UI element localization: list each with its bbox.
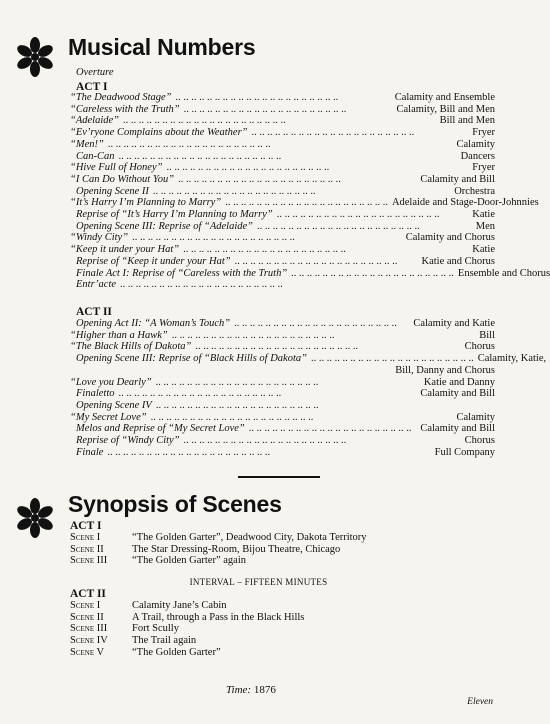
song-title: “The Deadwood Stage” <box>70 92 172 103</box>
leader-dots: .. .. .. .. .. .. .. .. .. .. .. .. .. .. .. .. .. .. .. .. .. <box>132 232 295 244</box>
scene-row <box>70 544 340 556</box>
performer: Calamity and Ensemble <box>394 92 495 103</box>
song-title: Opening Scene III: Reprise of “Black Hills of Dakota” <box>76 353 307 365</box>
page-number: Eleven <box>467 697 493 707</box>
song-title: “Keep it under your Hat” <box>70 244 180 256</box>
scene-description: “The Golden Garter” <box>132 646 221 658</box>
scene-number: Scene III <box>70 623 108 635</box>
number-row <box>70 400 495 412</box>
performer: Katie <box>472 209 495 220</box>
number-row <box>70 92 495 104</box>
leader-dots: .. .. .. .. .. .. .. .. .. .. .. .. .. .. .. .. .. .. .. .. .. <box>107 446 271 458</box>
leader-dots: .. .. .. .. .. .. .. .. .. .. .. .. .. .. .. .. .. .. .. .. .. <box>107 138 271 150</box>
song-title: “Adelaide” <box>70 115 119 127</box>
number-row <box>70 186 495 198</box>
performer: Fryer <box>472 127 495 139</box>
number-row <box>70 115 495 127</box>
scene-number: Scene II <box>70 543 104 555</box>
number-row <box>70 318 495 330</box>
leader-dots: .. .. .. .. .. .. .. .. .. .. .. .. .. .. .. .. .. .. .. .. .. <box>225 197 388 209</box>
number-row <box>70 104 495 116</box>
number-row <box>70 353 547 365</box>
number-row <box>70 435 495 447</box>
performer: Katie and Danny <box>423 376 495 388</box>
song-title: “Careless with the Truth” <box>70 103 180 115</box>
leader-dots: .. .. .. .. .. .. .. .. .. .. .. .. .. .. .. .. .. .. .. .. .. <box>183 435 347 446</box>
performer: Bill and Men <box>439 115 495 127</box>
number-row <box>70 221 495 233</box>
performer: Calamity and Katie <box>413 318 495 329</box>
song-title: Opening Scene IV <box>76 399 152 411</box>
leader-dots: .. .. .. .. .. .. .. .. .. .. .. .. .. .. .. .. .. .. .. .. .. <box>118 150 282 162</box>
performer: Dancers <box>460 150 495 162</box>
synopsis-act2-label: ACT II <box>70 588 106 600</box>
song-title: “The Black Hills of Dakota” <box>70 341 192 353</box>
time-line <box>226 684 276 696</box>
leader-dots: .. .. .. .. .. .. .. .. .. .. .. .. .. .. .. .. .. .. .. .. .. <box>257 220 420 232</box>
scene-row <box>70 635 196 647</box>
song-title: Entr’acte <box>76 279 117 291</box>
scene-description: A Trail, through a Pass in the Black Hills <box>132 611 305 623</box>
performer: Bill <box>479 329 495 341</box>
number-row <box>70 423 495 435</box>
scene-row <box>70 647 221 659</box>
leader-dots: .. .. .. .. .. .. .. .. .. .. .. .. .. .. .. .. .. .. .. .. .. <box>150 411 314 423</box>
number-row <box>70 139 495 151</box>
number-row <box>70 197 539 209</box>
time-label: Time: <box>226 684 252 696</box>
song-title: “Men!” <box>70 138 104 150</box>
act1-label: ACT I <box>76 81 108 93</box>
song-title: “Hive Full of Honey” <box>70 162 163 174</box>
performer: Ensemble and Chorus <box>457 267 550 279</box>
number-row-continued <box>70 365 495 377</box>
number-row <box>70 162 495 174</box>
performer: Chorus <box>464 435 495 446</box>
musical-numbers-title: Musical Numbers <box>68 34 256 60</box>
asterisk-flower-icon <box>14 36 56 78</box>
number-row <box>70 267 550 280</box>
performer: Calamity, Bill and Men <box>396 103 495 115</box>
scene-row <box>70 612 304 624</box>
leader-dots: .. .. .. .. .. .. .. .. .. .. .. .. .. .. .. .. .. .. .. .. .. <box>178 173 341 185</box>
overture-label: Overture <box>76 67 114 78</box>
leader-dots: .. .. .. .. .. .. .. .. .. .. .. .. .. .. .. .. .. .. .. .. .. <box>291 267 454 279</box>
performer: Katie <box>472 244 495 256</box>
leader-dots: .. .. .. .. .. .. .. .. .. .. .. .. .. .. .. .. .. .. .. .. .. <box>118 388 282 400</box>
number-row <box>70 330 495 342</box>
scene-description: The Star Dressing-Room, Bijou Theatre, Chicago <box>132 543 341 555</box>
number-row <box>70 244 495 256</box>
leader-dots: .. .. .. .. .. .. .. .. .. .. .. .. .. .. .. .. .. .. .. .. .. <box>123 115 286 127</box>
number-row <box>70 127 495 139</box>
asterisk-flower-icon <box>14 497 56 539</box>
song-title: “I Can Do Without You” <box>70 173 175 185</box>
performer: Orchestra <box>454 185 495 197</box>
number-row <box>70 377 495 389</box>
number-row <box>70 174 495 186</box>
performer: Calamity and Bill <box>420 173 495 185</box>
song-title: Opening Scene II <box>76 185 149 197</box>
song-title: Reprise of “Windy City” <box>76 435 180 446</box>
leader-dots: .. .. .. .. .. .. .. .. .. .. .. .. .. .. .. .. .. .. .. .. .. <box>234 318 397 329</box>
leader-dots: .. .. .. .. .. .. .. .. .. .. .. .. .. .. .. .. .. .. .. .. .. <box>175 92 339 103</box>
leader-dots: .. .. .. .. .. .. .. .. .. .. .. .. .. .. .. .. .. .. .. .. .. <box>183 103 347 115</box>
leader-dots: .. .. .. .. .. .. .. .. .. .. .. .. .. .. .. .. .. .. .. .. .. <box>155 399 319 411</box>
song-title: “My Secret Love” <box>70 411 147 423</box>
performer: Calamity and Bill <box>420 388 495 400</box>
leader-dots: .. .. .. .. .. .. .. .. .. .. .. .. .. .. .. .. .. .. .. .. .. <box>234 255 398 267</box>
performer: Full Company <box>434 446 495 458</box>
performer: Calamity <box>456 138 495 150</box>
scene-number: Scene I <box>70 532 101 543</box>
song-title: “Love you Dearly” <box>70 376 152 388</box>
scene-description: Calamity Jane’s Cabin <box>132 600 227 611</box>
scene-number: Scene II <box>70 611 104 623</box>
scene-number: Scene III <box>70 555 108 567</box>
song-title: Reprise of “It’s Harry I’m Planning to Marry” <box>76 209 273 220</box>
performer: Men <box>475 220 495 232</box>
number-row <box>70 256 495 268</box>
song-title: Opening Scene III: Reprise of “Adelaide” <box>76 220 253 232</box>
number-row <box>70 412 495 424</box>
scene-number: Scene IV <box>70 635 108 647</box>
performer: Calamity and Chorus <box>405 232 495 244</box>
song-title: Reprise of “Keep it under your Hat” <box>76 255 231 267</box>
performer: Katie and Chorus <box>421 255 495 267</box>
song-title: “Windy City” <box>70 232 129 244</box>
song-title: Opening Act II: “A Woman’s Touch” <box>76 318 231 329</box>
synopsis-act1-label: ACT I <box>70 520 102 532</box>
scene-description: “The Golden Garter”, Deadwood City, Dakota Territory <box>132 532 367 543</box>
number-row <box>70 279 495 291</box>
section-divider <box>238 476 320 478</box>
scene-number: Scene I <box>70 600 101 611</box>
scene-description: “The Golden Garter” again <box>132 555 246 567</box>
leader-dots: .. .. .. .. .. .. .. .. .. .. .. .. .. .. .. .. .. .. .. .. .. <box>251 127 415 139</box>
performer: Adelaide and Stage-Door-Johnnies <box>391 197 539 209</box>
number-row <box>70 151 495 163</box>
leader-dots: .. .. .. .. .. .. .. .. .. .. .. .. .. .. .. .. .. .. .. .. .. <box>310 353 474 365</box>
performer: Calamity and Bill <box>420 423 495 435</box>
leader-dots: .. .. .. .. .. .. .. .. .. .. .. .. .. .. .. .. .. .. .. .. .. <box>155 376 319 388</box>
number-row <box>70 388 495 400</box>
time-value: 1876 <box>253 684 276 696</box>
song-title: “It’s Harry I’m Planning to Marry” <box>70 197 222 209</box>
leader-dots: .. .. .. .. .. .. .. .. .. .. .. .. .. .. .. .. .. .. .. .. .. <box>152 185 316 197</box>
song-title: Melos and Reprise of “My Secret Love” <box>76 423 245 435</box>
leader-dots: .. .. .. .. .. .. .. .. .. .. .. .. .. .. .. .. .. .. .. .. .. <box>183 244 346 256</box>
act2-label: ACT II <box>76 306 112 318</box>
performer: Fryer <box>472 162 495 174</box>
leader-dots: .. .. .. .. .. .. .. .. .. .. .. .. .. .. .. .. .. .. .. .. .. <box>171 329 335 341</box>
song-title: “Ev’ryone Complains about the Weather” <box>70 127 248 139</box>
performer: Bill, Danny and Chorus <box>395 364 495 376</box>
performer: Calamity, Katie, <box>477 353 547 365</box>
number-row <box>70 209 495 221</box>
leader-dots: .. .. .. .. .. .. .. .. .. .. .. .. .. .. .. .. .. .. .. .. .. <box>195 341 359 353</box>
scene-row <box>70 600 227 612</box>
leader-dots: .. .. .. .. .. .. .. .. .. .. .. .. .. .. .. .. .. .. .. .. .. <box>276 209 440 220</box>
scene-description: The Trail again <box>132 635 197 647</box>
song-title: Finale Act I: Reprise of “Careless with the Truth” <box>76 267 288 279</box>
scene-description: Fort Scully <box>132 623 179 635</box>
leader-dots: .. .. .. .. .. .. .. .. .. .. .. .. .. .. .. .. .. .. .. .. .. <box>120 279 283 291</box>
performer: Calamity <box>456 411 495 423</box>
synopsis-title: Synopsis of Scenes <box>68 491 282 517</box>
scene-row <box>70 555 246 567</box>
scene-number: Scene V <box>70 646 105 658</box>
leader-dots: .. .. .. .. .. .. .. .. .. .. .. .. .. .. .. .. .. .. .. .. .. <box>248 423 412 435</box>
song-title: Finaletto <box>76 388 115 400</box>
number-row <box>70 341 495 353</box>
leader-dots: .. .. .. .. .. .. .. .. .. .. .. .. .. .. .. .. .. .. .. .. .. <box>166 162 330 174</box>
song-title: Finale <box>76 446 104 458</box>
scene-row <box>70 532 367 544</box>
song-title: “Higher than a Hawk” <box>70 329 168 341</box>
interval-note: INTERVAL – FIFTEEN MINUTES <box>189 577 328 587</box>
song-title: Can-Can <box>76 150 115 162</box>
performer: Chorus <box>464 341 495 353</box>
scene-row <box>70 623 179 635</box>
number-row <box>70 232 495 244</box>
number-row <box>70 447 495 459</box>
